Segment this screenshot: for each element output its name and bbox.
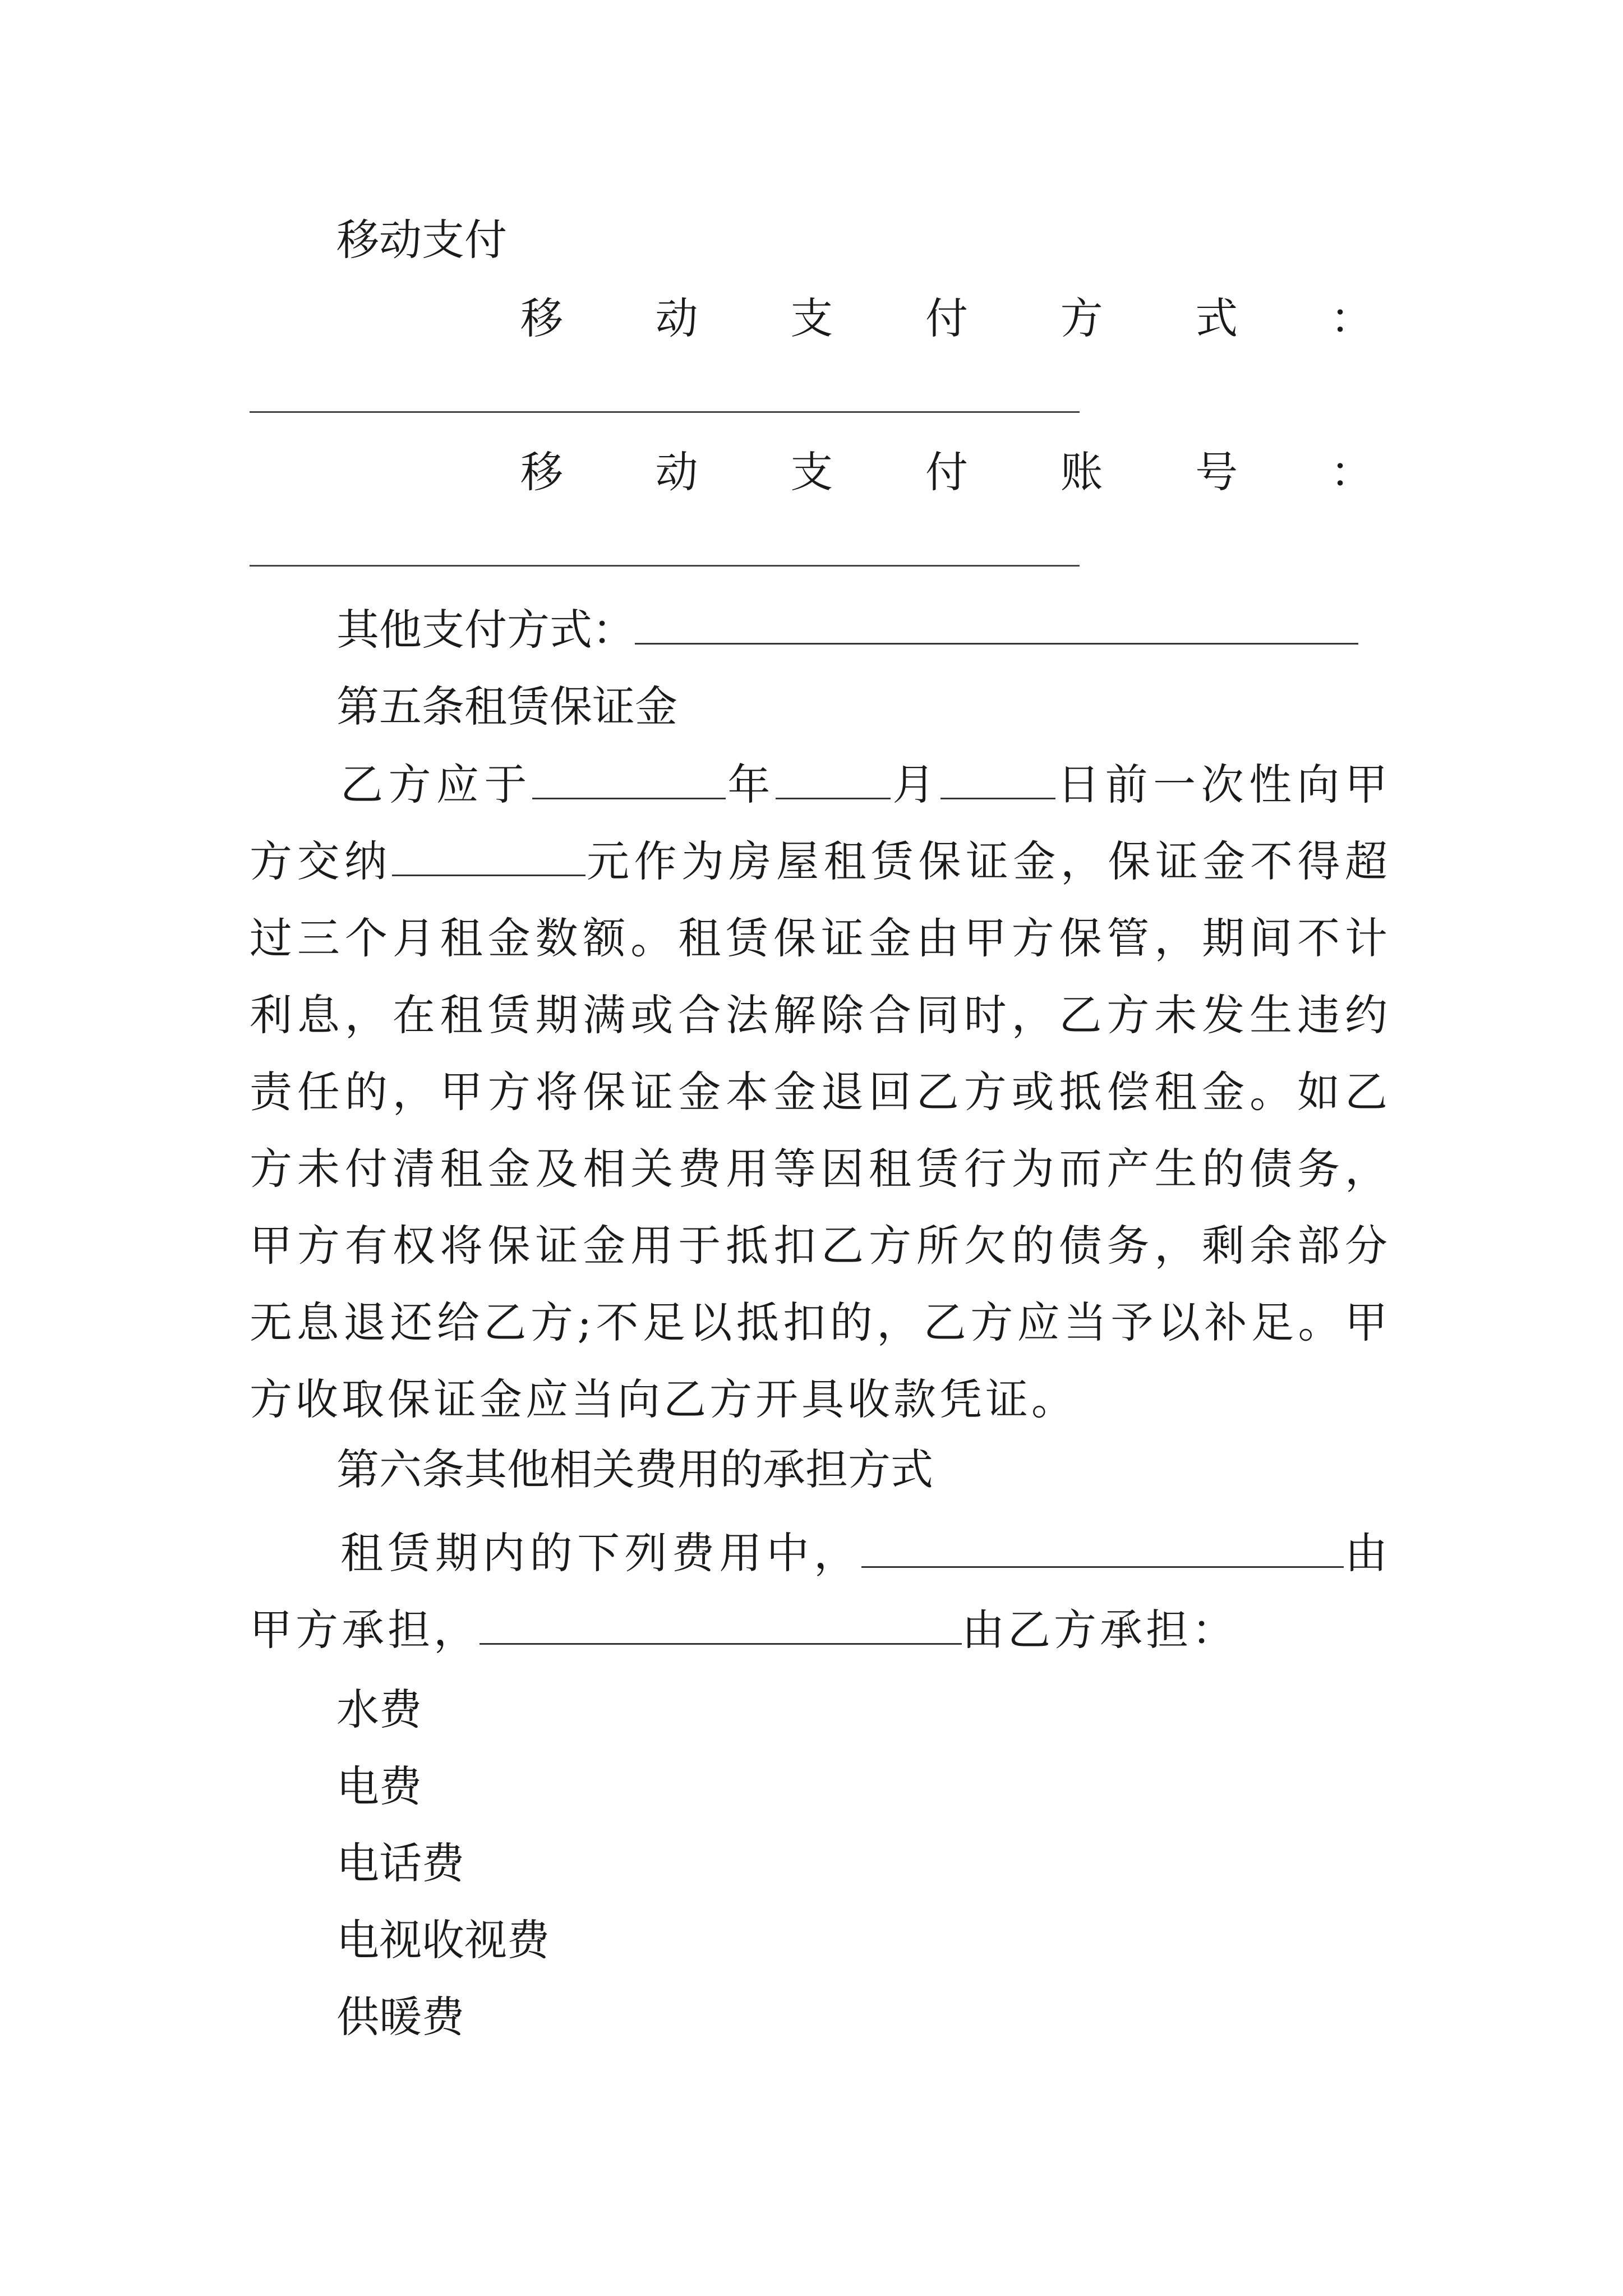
label-char: 动 xyxy=(655,293,698,343)
fee-item-tv: 电视收视费 xyxy=(336,1915,550,1965)
label-char: 支 xyxy=(790,447,833,497)
deposit-day-blank xyxy=(940,758,1055,799)
article6-title: 第六条其他相关费用的承担方式 xyxy=(336,1444,933,1494)
fee-item-electricity: 电费 xyxy=(336,1761,422,1811)
article6-paragraph xyxy=(250,1515,1391,1668)
fee-item-telephone: 电话费 xyxy=(336,1838,464,1888)
other-pay-label: 其他支付方式： xyxy=(336,605,635,655)
label-char: 移 xyxy=(520,447,563,497)
label-char: 移 xyxy=(520,293,563,343)
article6-text-2: 由甲方承担， xyxy=(250,1528,1391,1655)
article5-text-5: 元作为房屋租赁保证金，保证金不得超过三个月租金数额。租赁保证金由甲方保管，期间不计利息，在租赁期满或合法解除合同时，乙方未发生违约责任的，甲方将保证金本金退回乙方或抵偿租金。如乙方未付清租金及相关费用等因租赁行为而产生的债务，甲方有权将保证金用于抵扣乙方所欠的债务，剩余部分无息退还给乙方;不足以抵扣的，乙方应当予以补足。甲方收取保证金应当向乙方开具收款凭证。 xyxy=(250,836,1391,1424)
deposit-month-blank xyxy=(776,758,891,799)
label-char: 付 xyxy=(925,293,968,343)
tenant-fees-blank xyxy=(479,1604,962,1645)
label-char: 方 xyxy=(1060,293,1103,343)
label-char: ： xyxy=(1330,447,1373,497)
mobile-pay-method-blank xyxy=(250,411,1080,413)
label-char: 支 xyxy=(790,293,833,343)
article5-text-3: 月 xyxy=(890,760,940,809)
mobile-pay-account-blank xyxy=(250,565,1080,567)
other-pay-blank xyxy=(635,604,1358,645)
deposit-amount-blank xyxy=(392,835,585,876)
article5-paragraph xyxy=(250,746,1391,1438)
label-char: 动 xyxy=(655,447,698,497)
article6-text-3: 由乙方承担： xyxy=(962,1605,1238,1655)
deposit-year-blank xyxy=(532,758,726,799)
fee-item-water: 水费 xyxy=(336,1685,422,1734)
label-char: 式 xyxy=(1195,293,1238,343)
article6-text-1: 租赁期内的下列费用中， xyxy=(340,1528,861,1578)
mobile-pay-heading: 移动支付 xyxy=(336,215,507,265)
article5-text-2: 年 xyxy=(725,760,776,809)
article5-title: 第五条租赁保证金 xyxy=(336,682,677,731)
fee-item-heating: 供暖费 xyxy=(336,1992,464,2042)
mobile-pay-account-label xyxy=(520,444,1373,500)
label-char: 付 xyxy=(925,447,968,497)
mobile-pay-method-label xyxy=(520,291,1373,347)
label-char: 账 xyxy=(1060,447,1103,497)
article5-text-1: 乙方应于 xyxy=(340,760,532,809)
landlord-fees-blank xyxy=(861,1527,1344,1568)
label-char: 号 xyxy=(1195,447,1238,497)
label-char: ： xyxy=(1330,293,1373,343)
other-pay-line xyxy=(336,602,1358,658)
article5-text-4: 日前一次性向甲方交纳 xyxy=(250,760,1391,886)
